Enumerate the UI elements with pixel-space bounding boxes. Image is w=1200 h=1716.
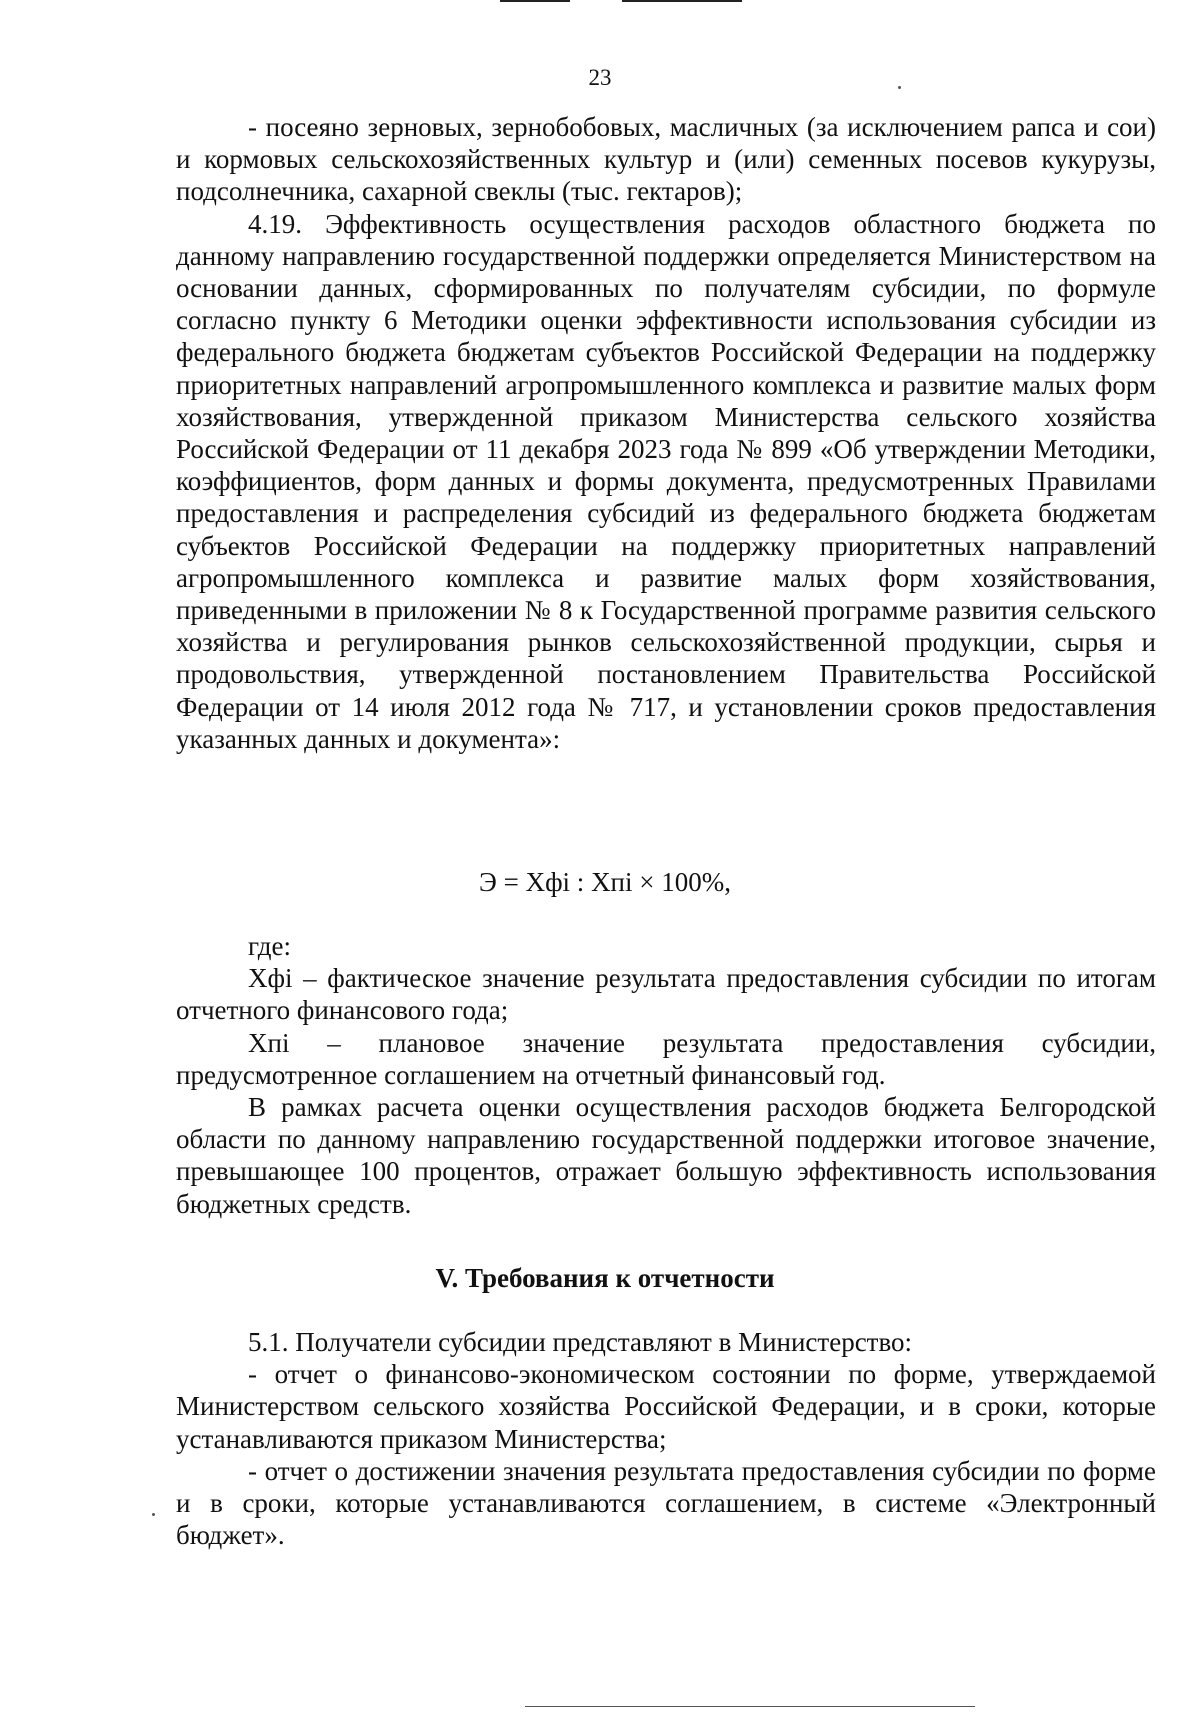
definition-xfi: Хфi – фактическое значение результата предоставления субсидии по итогам отчетного финансового года; — [176, 963, 1156, 1026]
page-number: 23 — [588, 65, 612, 90]
scan-speck — [152, 1513, 155, 1516]
scan-bottom-rule — [525, 1706, 975, 1707]
body-text-bottom — [176, 1326, 1156, 1551]
body-text-top — [176, 111, 1156, 755]
section-heading: V. Требования к отчетности — [435, 1263, 775, 1293]
paragraph-4-19: 4.19. Эффективность осуществления расходов областного бюджета по данному направлению государственной поддержки определяется Министерством на основании данных, сформированных по получателям субсидии, по формуле согласно пункту 6 Методики оценки эффективности использования субсидии из федерального бюджета бюджетам субъектов Российской Федерации на поддержку приоритетных направлений агропромышленного комплекса и развитие малых форм хозяйствования, утвержденной приказом Министерства сельского хозяйства Российской Федерации от 11 декабря 2023 года № 899 «Об утверждении Методики, коэффициентов, форм данных и формы документа, предусмотренных Правилами предоставления и распределения субсидий из федерального бюджета бюджетам субъектов Российской Федерации на поддержку приоритетных направлений агропромышленного комплекса и развитие малых форм хозяйствования, приведенными в приложении № 8 к Государственной программе развития сельского хозяйства и регулирования рынков сельскохозяйственной продукции, сырья и продовольствия, утвержденной постановлением Правительства Российской Федерации от 14 июля 2012 года № 717, и установлении сроков предоставления указанных данных и документа»: — [176, 208, 1156, 754]
scan-top-rule-left — [500, 0, 570, 2]
efficiency-formula: Э = Хфi : Хпi × 100%, — [479, 867, 731, 897]
body-text-middle — [176, 930, 1156, 1220]
bullet-financial-report: - отчет о финансово-экономическом состоянии по форме, утверждаемой Министерством сельского хозяйства Российской Федерации, и в сроки, которые устанавливаются приказом Министерства; — [176, 1359, 1156, 1454]
paragraph-5-1: 5.1. Получатели субсидии представляют в Министерство: — [248, 1327, 913, 1357]
paragraph-efficiency-evaluation: В рамках расчета оценки осуществления расходов бюджета Белгородской области по данному направлению государственной поддержки итоговое значение, превышающее 100 процентов, отражает большую эффективность использования бюджетных средств. — [176, 1092, 1156, 1219]
bullet-result-report: - отчет о достижении значения результата предоставления субсидии по форме и в сроки, которые устанавливаются соглашением, в системе «Электронный бюджет». — [176, 1455, 1156, 1551]
definition-xpi: Хпi – плановое значение результата предоставления субсидии, предусмотренное соглашением на отчетный финансовый год. — [176, 1027, 1156, 1090]
bullet-sown-crops: - посеяно зерновых, зернобобовых, масличных (за исключением рапса и сои) и кормовых сельскохозяйственных культур и (или) семенных посевов кукурузы, подсолнечника, сахарной свеклы (тыс. гектаров); — [176, 112, 1156, 207]
scan-top-rule-right — [622, 0, 742, 2]
formula-where: где: — [248, 931, 291, 961]
